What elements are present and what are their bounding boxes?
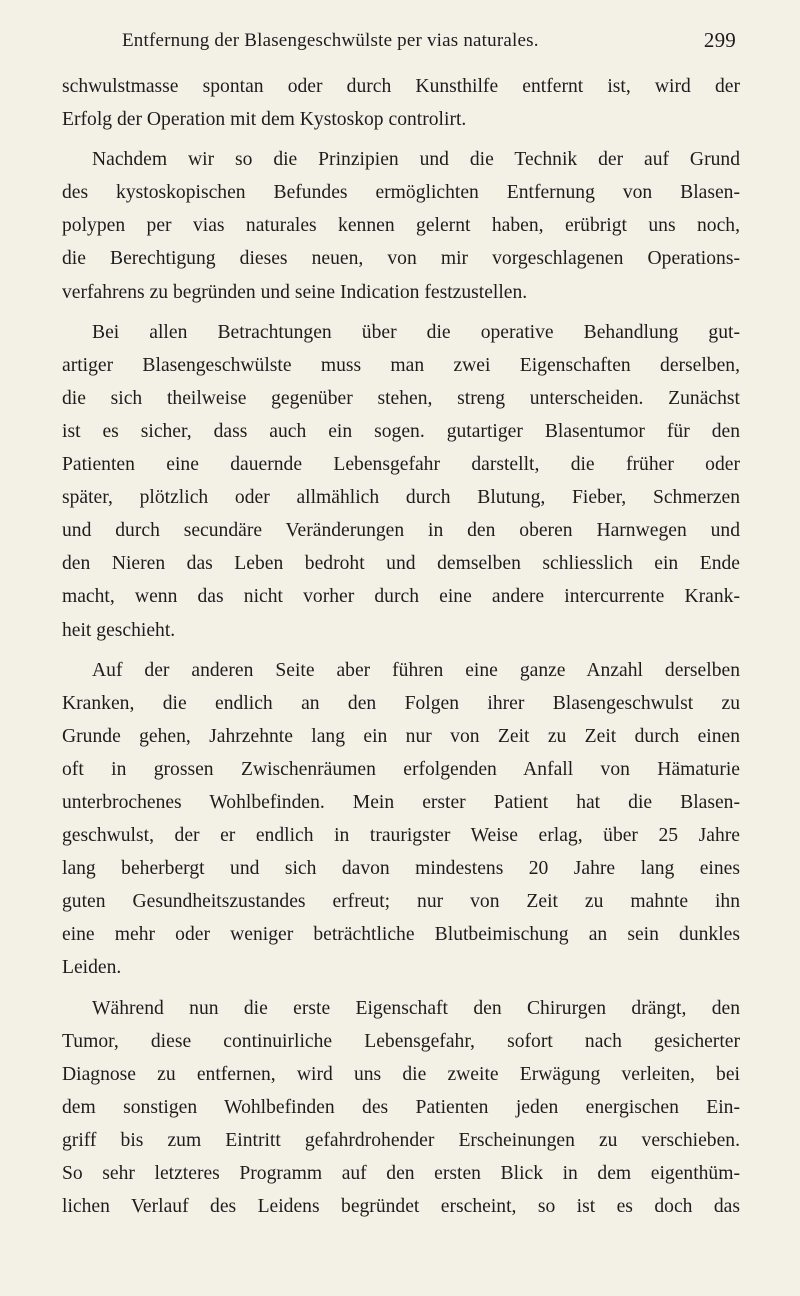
text-line: Während nun die erste Eigenschaft den Chirurgen drängt, den <box>92 997 740 1019</box>
text-line: Leiden. <box>62 957 122 979</box>
text-line: oft in grossen Zwischenräumen erfolgenden Anfall von Hämaturie <box>62 758 740 780</box>
text-line: artiger Blasengeschwülste muss man zwei Eigenschaften derselben, <box>62 354 740 376</box>
text-line: macht, wenn das nicht vorher durch eine andere intercurrente Krank- <box>62 586 740 608</box>
page-number: 299 <box>703 28 736 52</box>
paragraph <box>62 70 740 136</box>
text-line: unterbrochenes Wohlbefinden. Mein erster Patient hat die Blasen- <box>62 791 740 813</box>
body-text <box>62 70 740 1223</box>
text-line: Diagnose zu entfernen, wird uns die zweite Erwägung verleiten, bei <box>62 1063 740 1085</box>
text-line: Nachdem wir so die Prinzipien und die Technik der auf Grund <box>92 149 740 171</box>
paragraph-gap <box>62 309 740 316</box>
text-line: dem sonstigen Wohlbefinden des Patienten jeden energischen Ein- <box>62 1096 740 1118</box>
text-line: die Berechtigung dieses neuen, von mir vorgeschlagenen Operations- <box>62 248 740 270</box>
text-line: Auf der anderen Seite aber führen eine ganze Anzahl derselben <box>92 659 740 681</box>
running-head <box>62 24 740 64</box>
text-line: den Nieren das Leben bedroht und demselben schliesslich ein Ende <box>62 553 740 575</box>
text-line: Patienten eine dauernde Lebensgefahr darstellt, die früher oder <box>62 454 740 476</box>
text-line: Bei allen Betrachtungen über die operative Behandlung gut- <box>92 321 740 343</box>
text-line: und durch secundäre Veränderungen in den oberen Harnwegen und <box>62 520 740 542</box>
paragraph-gap <box>62 647 740 654</box>
paragraph <box>62 654 740 985</box>
paragraph <box>62 316 740 647</box>
paragraph <box>62 992 740 1224</box>
text-line: Kranken, die endlich an den Folgen ihrer Blasengeschwulst zu <box>62 692 740 714</box>
text-line: polypen per vias naturales kennen gelernt haben, erübrigt uns noch, <box>62 215 740 237</box>
text-line: geschwulst, der er endlich in traurigster Weise erlag, über 25 Jahre <box>62 825 740 847</box>
text-line: griff bis zum Eintritt gefahrdrohender Erscheinungen zu verschieben. <box>62 1129 740 1151</box>
text-line: lang beherbergt und sich davon mindestens 20 Jahre lang eines <box>62 858 740 880</box>
text-line: Tumor, diese continuirliche Lebensgefahr, sofort nach gesicherter <box>62 1030 740 1052</box>
text-line: ist es sicher, dass auch ein sogen. gutartiger Blasentumor für den <box>62 420 740 442</box>
text-line: guten Gesundheitszustandes erfreut; nur von Zeit zu mahnte ihn <box>62 891 740 913</box>
text-line: eine mehr oder weniger beträchtliche Blutbeimischung an sein dunkles <box>62 924 740 946</box>
paragraph-gap <box>62 985 740 992</box>
text-line: verfahrens zu begründen und seine Indication festzustellen. <box>62 281 528 303</box>
text-line: Grunde gehen, Jahrzehnte lang ein nur von Zeit zu Zeit durch einen <box>62 725 740 747</box>
text-line: später, plötzlich oder allmählich durch Blutung, Fieber, Schmerzen <box>62 487 740 509</box>
text-line: die sich theilweise gegenüber stehen, streng unterscheiden. Zunächst <box>62 387 740 409</box>
text-line: Erfolg der Operation mit dem Kystoskop controlirt. <box>62 109 467 131</box>
running-head-title: Entfernung der Blasengeschwülste per vias naturales. <box>122 30 539 51</box>
text-line: So sehr letzteres Programm auf den ersten Blick in dem eigenthüm- <box>62 1163 740 1184</box>
text-line: schwulstmasse spontan oder durch Kunsthilfe entfernt ist, wird der <box>62 76 740 97</box>
text-line: des kystoskopischen Befundes ermöglichten Entfernung von Blasen- <box>62 182 740 204</box>
text-line: heit geschieht. <box>62 619 176 641</box>
paragraph <box>62 143 740 308</box>
text-line: lichen Verlauf des Leidens begründet erscheint, so ist es doch das <box>62 1196 740 1218</box>
paragraph-gap <box>62 136 740 143</box>
